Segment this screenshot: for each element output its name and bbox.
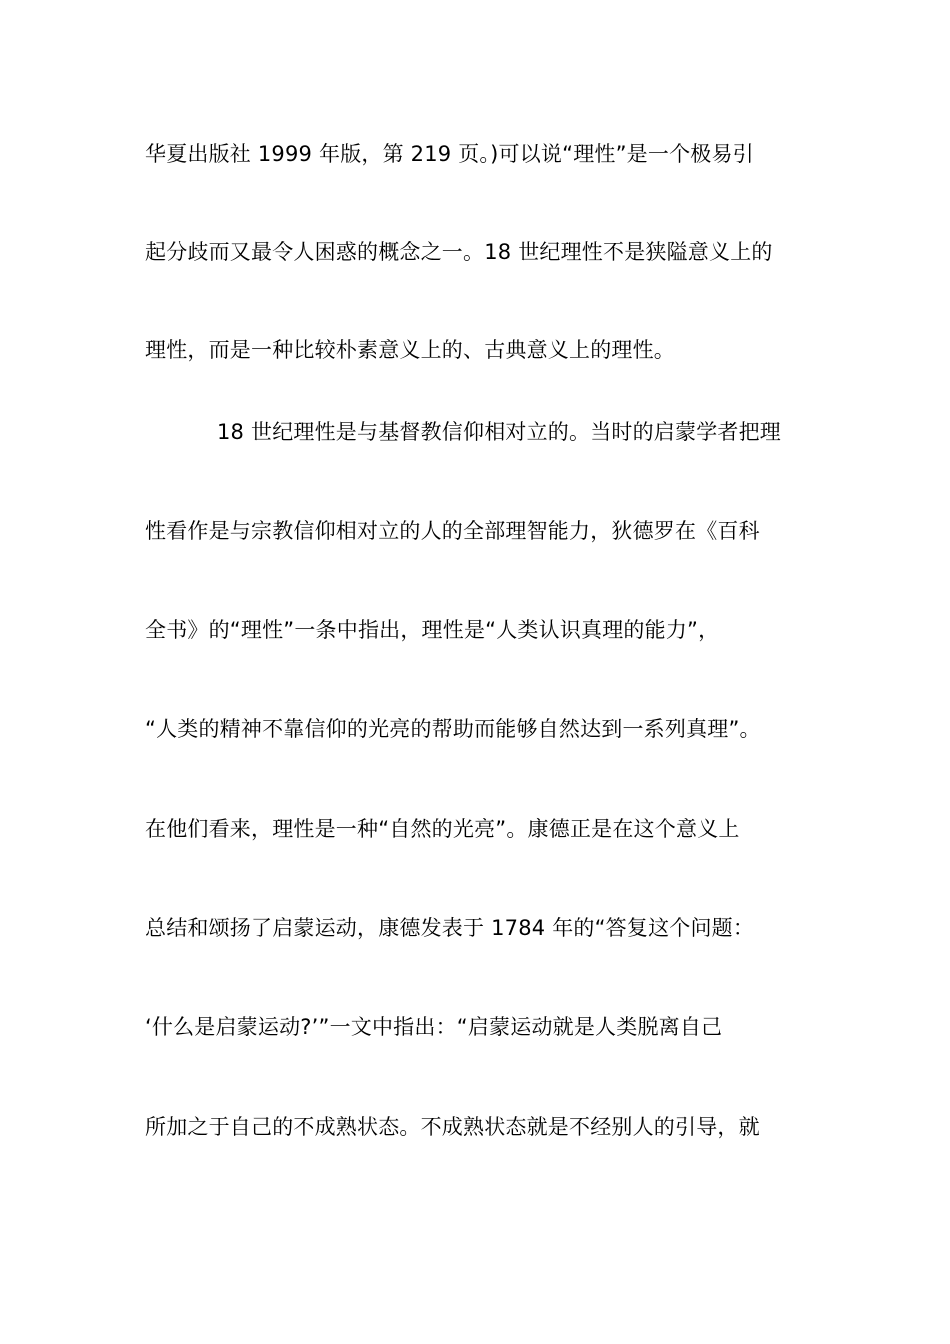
text-line-10: ‘什么是启蒙运动?’”一文中指出：“启蒙运动就是人类脱离自己 xyxy=(145,1015,723,1039)
text-line-9: 总结和颂扬了启蒙运动，康德发表于 1784 年的“答复这个问题： xyxy=(145,916,755,940)
text-line-1: 华夏出版社 1999 年版，第 219 页。)可以说“理性”是一个极易引 xyxy=(145,142,754,166)
text-line-6: 全书》的“理性”一条中指出，理性是“人类认识真理的能力”， xyxy=(145,618,720,642)
text-line-3: 理性，而是一种比较朴素意义上的、古典意义上的理性。 xyxy=(145,338,675,362)
text-line-4: 18 世纪理性是与基督教信仰相对立的。当时的启蒙学者把理 xyxy=(217,420,781,444)
text-line-8: 在他们看来，理性是一种“自然的光亮”。康德正是在这个意义上 xyxy=(145,817,740,841)
text-line-5: 性看作是与宗教信仰相对立的人的全部理智能力，狄德罗在《百科 xyxy=(145,519,760,543)
text-line-7: “人类的精神不靠信仰的光亮的帮助而能够自然达到一系列真理”。 xyxy=(145,717,761,741)
text-line-2: 起分歧而又最令人困惑的概念之一。18 世纪理性不是狭隘意义上的 xyxy=(145,240,773,264)
text-line-11: 所加之于自己的不成熟状态。不成熟状态就是不经别人的引导，就 xyxy=(145,1115,760,1139)
